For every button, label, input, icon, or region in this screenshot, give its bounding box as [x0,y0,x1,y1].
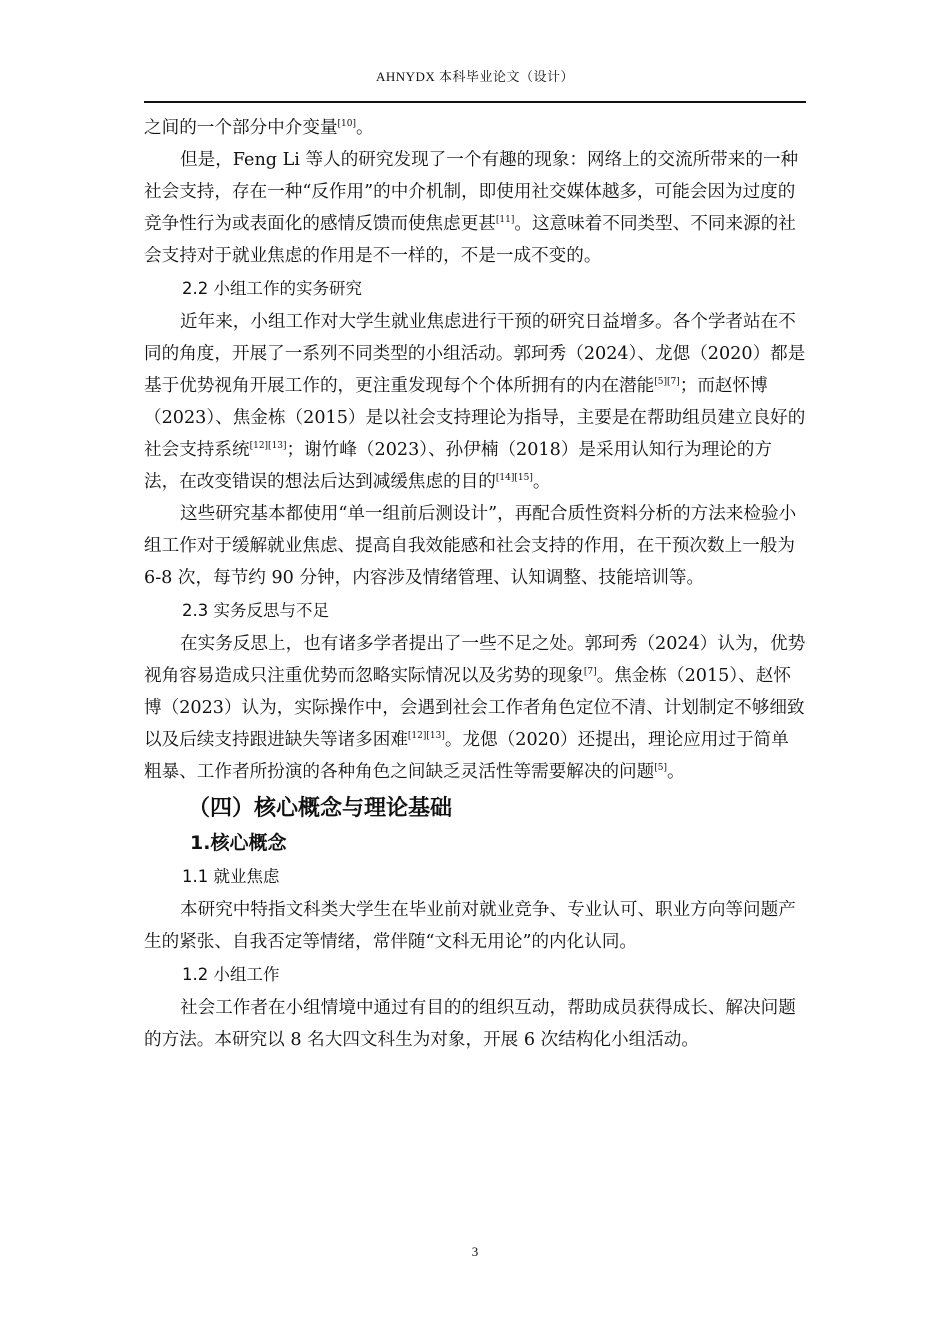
citation-ref: [11] [495,215,515,226]
paragraph-text: 。 [666,762,685,782]
paragraph-text: 之间的一个部分中介变量 [144,118,338,138]
paragraph [144,144,806,272]
paragraph-text: 。这意味着不同类型、不同来源的社会支持对于就业焦虑的作用是不一样的，不是一成不变的。 [144,214,796,266]
citation-ref: [7] [583,667,597,678]
paragraph [144,628,806,788]
paragraph-text: 但是，Feng Li 等人的研究发现了一个有趣的现象：网络上的交流所带来的一种社会支持，存在一种“反作用”的中介机制，即使用社交媒体越多，可能会因为过度的竞争性行为或表面化的感情反馈而使焦虑更甚 [144,150,799,234]
paragraph-text: 近年来，小组工作对大学生就业焦虑进行干预的研究日益增多。各个学者站在不同的角度，开展了一系列不同类型的小组活动。郭珂秀（2024）、龙偲（2020）都是基于优势视角开展工作的，更注重发现每个个体所拥有的内在潜能 [144,312,806,396]
subsection-heading: 2.2 小组工作的实务研究 [182,279,362,298]
page-header: AHNYDX 本科毕业论文（设计） [375,69,575,84]
citation-ref: [14][15] [495,473,533,484]
paragraph-text: ；而赵怀博（2023）、焦金栋（2015）是以社会支持理论为指导，主要是在帮助组员建立良好的社会支持系统 [144,376,806,460]
subsection-heading: 2.3 实务反思与不足 [182,601,329,620]
citation-ref: [12][13] [407,731,445,742]
citation-ref: [5] [654,763,667,774]
subsection-heading: 1.1 就业焦虑 [182,867,280,886]
paragraph-text: 。龙偲（2020）还提出，理论应用过于简单粗暴、工作者所扮演的各种角色之间缺乏灵活性等需要解决的问题 [144,730,789,782]
paragraph: 社会工作者在小组情境中通过有目的的组织互动，帮助成员获得成长、解决问题的方法。本研究以 8 名大四文科生为对象，开展 6 次结构化小组活动。 [144,998,796,1050]
subsection-title: 1.核心概念 [190,832,287,854]
paragraph: 这些研究基本都使用“单一组前后测设计”，再配合质性资料分析的方法来检验小组工作对于缓解就业焦虑、提高自我效能感和社会支持的作用，在干预次数上一般为 6-8 次，每节约 90 分钟，内容涉及情绪管理、认知调整、技能培训等。 [144,504,797,588]
paragraph-text: 。焦金栋（2015）、赵怀博（2023）认为，实际操作中，会遇到社会工作者角色定位不清、计划制定不够细致以及后续支持跟进缺失等诸多困难 [144,666,805,750]
paragraph: 本研究中特指文科类大学生在毕业前对就业竞争、专业认可、职业方向等问题产生的紧张、自我否定等情绪，常伴随“文科无用论”的内化认同。 [144,900,796,952]
paragraph-text: ；谢竹峰（2023）、孙伊楠（2018）是采用认知行为理论的方法，在改变错误的想法后达到减缓焦虑的目的 [144,440,772,492]
paragraph-text: 。 [532,472,551,492]
paragraph-text: 。 [356,118,374,138]
citation-ref: [12][13] [249,441,287,452]
document-body [144,112,806,1056]
citation-ref: [10] [337,119,357,130]
citation-ref: [5][7] [654,377,680,388]
subsection-heading: 1.2 小组工作 [182,965,280,984]
section-heading: （四）核心概念与理论基础 [188,796,453,821]
paragraph [144,306,806,498]
paragraph-continuation [144,112,806,144]
header-divider [144,101,806,103]
paragraph-text: 在实务反思上，也有诸多学者提出了一些不足之处。郭珂秀（2024）认为，优势视角容易造成只注重优势而忽略实际情况以及劣势的现象 [144,634,806,686]
page-number: 3 [471,1244,479,1259]
